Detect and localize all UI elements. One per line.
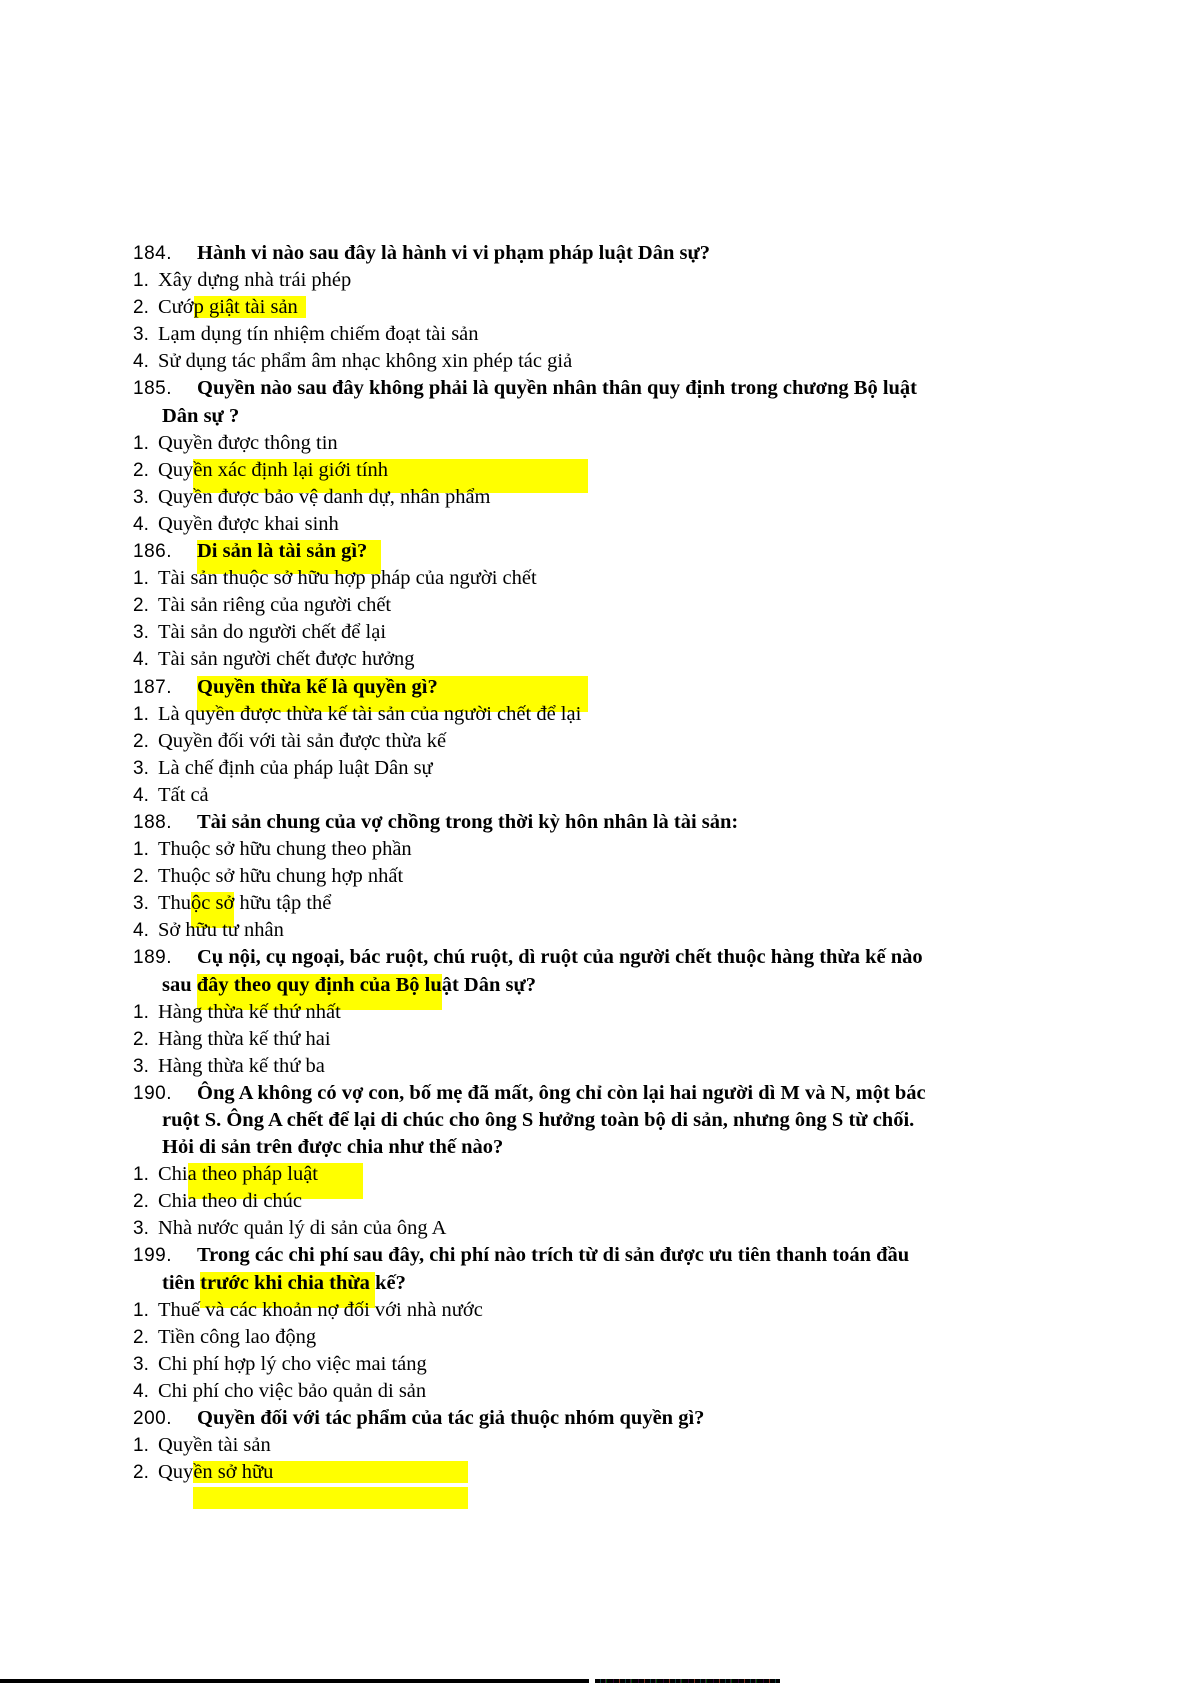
option-number: 3. xyxy=(133,1218,149,1240)
option-number: 3. xyxy=(133,1353,149,1375)
option-text: Thuế và các khoản nợ đối với nhà nước xyxy=(158,1298,483,1321)
option-number: 4. xyxy=(133,1380,149,1402)
option-number: 3. xyxy=(133,622,149,644)
option-number: 3. xyxy=(133,757,149,779)
option-text: Tất cả xyxy=(158,783,209,806)
option-text: Là chế định của pháp luật Dân sự xyxy=(158,756,433,779)
question-title-line xyxy=(133,674,1073,701)
option-number: 2. xyxy=(133,866,149,888)
option-text: hữu tập thể xyxy=(234,892,332,915)
option-line xyxy=(133,755,1073,782)
option-number: 2. xyxy=(133,595,149,617)
option-number: 1. xyxy=(133,839,149,861)
question-number: 190. xyxy=(133,1082,172,1104)
option-line xyxy=(133,430,1073,457)
option-text: Chi phí hợp lý cho việc mai táng xyxy=(158,1352,427,1375)
option-line xyxy=(133,999,1073,1026)
question-title-text: ật Dân sự? xyxy=(441,973,537,996)
option-line xyxy=(133,1324,1073,1351)
option-line xyxy=(133,1188,1073,1215)
question-title-text: Hành vi nào sau đây là hành vi vi phạm pháp luật Dân sự? xyxy=(197,242,711,264)
option-text: Quy xyxy=(158,458,194,481)
option-line xyxy=(133,1026,1073,1053)
highlight-mark: ền xác định lại giới tính xyxy=(193,459,588,481)
option-text: Xây dựng nhà trái phép xyxy=(158,269,352,292)
option-number: 2. xyxy=(133,1191,149,1213)
option-line xyxy=(133,863,1073,890)
option-line xyxy=(133,1432,1073,1459)
question-number: 200. xyxy=(133,1408,172,1430)
option-number: 3. xyxy=(133,1055,149,1077)
question-title-line xyxy=(133,538,1073,565)
option-number: 1. xyxy=(133,270,149,292)
question-number: 185. xyxy=(133,378,172,400)
highlight-mark: p giật tài sản xyxy=(194,296,306,318)
question-number: 184. xyxy=(133,243,172,264)
option-text: Hàng thừa kế thứ ba xyxy=(158,1054,325,1077)
option-text: Thuộc sở hữu chung hợp nhất xyxy=(158,865,404,888)
option-line xyxy=(133,321,1073,348)
option-text: Tiền công lao động xyxy=(158,1325,317,1348)
option-text: Thu xyxy=(158,892,192,915)
option-number: 2. xyxy=(133,459,149,481)
option-number: 1. xyxy=(133,1299,149,1321)
option-line xyxy=(133,836,1073,863)
question-title-line xyxy=(133,809,1073,836)
question-title-line xyxy=(133,240,1073,267)
page-bottom-line xyxy=(0,1679,589,1683)
option-text: Tài sản thuộc sở hữu hợp pháp của người chết xyxy=(158,567,537,590)
option-text: Nhà nước quản lý di sản của ông A xyxy=(158,1217,447,1240)
option-text: Quyền được bảo vệ danh dự, nhân phẩm xyxy=(158,485,491,508)
option-line xyxy=(133,484,1073,511)
option-text: Hàng thừa kế thứ nhất xyxy=(158,1000,341,1023)
option-line xyxy=(133,890,1073,917)
option-line xyxy=(133,782,1073,809)
question-title-line xyxy=(133,1134,1073,1161)
question-title-line xyxy=(133,403,1073,430)
option-number: 1. xyxy=(133,1001,149,1023)
option-number: 1. xyxy=(133,703,149,725)
question-title-text: Hỏi di sản trên được chia như thế nào? xyxy=(162,1136,504,1159)
highlight-mark: Quyền thừa kế là quyền gì? xyxy=(197,676,588,698)
option-text: Cướ xyxy=(158,296,194,319)
option-line xyxy=(133,646,1073,673)
option-line xyxy=(133,917,1073,944)
option-text: Tài sản do người chết để lại xyxy=(158,621,387,644)
page-bottom-line-noise xyxy=(595,1679,780,1683)
option-number: 2. xyxy=(133,1028,149,1050)
option-line xyxy=(133,619,1073,646)
option-text: Quyền tài sản xyxy=(158,1434,271,1457)
question-title-text: Cụ nội, cụ ngoại, bác ruột, chú ruột, dì ruột của người chết thuộc hàng thừa kế nào xyxy=(197,946,923,969)
option-number: 3. xyxy=(133,324,149,346)
question-title-line xyxy=(133,1270,1073,1297)
option-line xyxy=(133,1459,1073,1486)
question-title-line xyxy=(133,972,1073,999)
option-number: 2. xyxy=(133,1462,149,1484)
option-line xyxy=(133,1053,1073,1080)
highlight-mark: ộc sở xyxy=(191,892,235,915)
highlight-mark: đây theo quy định của Bộ lu xyxy=(196,973,442,996)
question-title-line xyxy=(133,944,1073,971)
option-line xyxy=(133,1351,1073,1378)
option-line xyxy=(133,1161,1073,1188)
option-line xyxy=(133,701,1073,728)
question-title-text: Tài sản chung của vợ chồng trong thời kỳ hôn nhân là tài sản: xyxy=(197,810,739,833)
option-number: 2. xyxy=(133,730,149,752)
option-line xyxy=(133,267,1073,294)
option-number: 4. xyxy=(133,351,149,373)
option-text: Thuộc sở hữu chung theo phần xyxy=(158,838,412,861)
option-line xyxy=(133,1378,1073,1405)
question-number: 186. xyxy=(133,541,172,563)
option-number: 1. xyxy=(133,1164,149,1186)
question-title-line xyxy=(133,1405,1073,1432)
option-number: 1. xyxy=(133,432,149,454)
option-line xyxy=(133,348,1073,375)
option-line xyxy=(133,294,1073,321)
option-number: 3. xyxy=(133,486,149,508)
question-title-text: tiên xyxy=(162,1271,201,1294)
highlight-mark: Di sản là tài sản gì? xyxy=(197,540,381,562)
question-title-text: ruột S. Ông A chết để lại di chúc cho ông S hưởng toàn bộ di sản, nhưng ông S từ chối. xyxy=(162,1109,915,1131)
option-number: 1. xyxy=(133,1435,149,1457)
option-text: Sử dụng tác phẩm âm nhạc không xin phép tác giả xyxy=(158,350,573,373)
highlight-mark: trước khi chia thừa xyxy=(200,1271,376,1294)
option-line xyxy=(133,565,1073,592)
question-title-text: Quyền đối với tác phẩm của tác giả thuộc nhóm quyền gì? xyxy=(197,1407,705,1430)
option-number: 2. xyxy=(133,1326,149,1348)
highlight-mark: ền sở hữu xyxy=(193,1461,468,1483)
question-title-text: sau xyxy=(162,973,197,996)
option-line xyxy=(133,511,1073,538)
option-number: 1. xyxy=(133,568,149,590)
option-text: Sở hữu tư nhân xyxy=(158,919,284,942)
option-text: Tài sản riêng của người chết xyxy=(158,594,392,617)
option-text: Chi phí cho việc bảo quản di sản xyxy=(158,1379,427,1402)
question-title-line xyxy=(133,375,1073,402)
option-number: 3. xyxy=(133,893,149,915)
option-line xyxy=(133,457,1073,484)
question-title-text: kế? xyxy=(375,1271,406,1294)
option-text: Quyền được thông tin xyxy=(158,431,338,454)
question-number: 187. xyxy=(133,676,172,698)
option-text: Tài sản người chết được hưởng xyxy=(158,648,415,671)
option-line xyxy=(133,592,1073,619)
option-line xyxy=(133,1215,1073,1242)
question-number: 188. xyxy=(133,811,172,833)
question-title-text: Trong các chi phí sau đây, chi phí nào trích từ di sản được ưu tiên thanh toán đầu xyxy=(197,1244,910,1267)
option-number: 4. xyxy=(133,784,149,806)
option-number: 4. xyxy=(133,649,149,671)
question-title-text: Quyền nào sau đây không phải là quyền nhân thân quy định trong chương Bộ luật xyxy=(197,377,917,400)
question-title-line xyxy=(133,1080,1073,1107)
option-text: Là quyền được thừa kế tài sản của người chết để lại xyxy=(158,702,582,725)
question-title-line xyxy=(133,1242,1073,1269)
option-line xyxy=(133,1297,1073,1324)
option-text: Lạm dụng tín nhiệm chiếm đoạt tài sản xyxy=(158,323,479,346)
question-list xyxy=(133,240,1073,1486)
question-number: 199. xyxy=(133,1245,172,1267)
option-number: 2. xyxy=(133,297,149,319)
question-title-text: Dân sự ? xyxy=(162,404,240,427)
highlight-mark: a theo pháp luật xyxy=(188,1163,363,1185)
option-text: Chia theo di chúc xyxy=(158,1190,303,1213)
option-text: Hàng thừa kế thứ hai xyxy=(158,1027,331,1050)
option-line xyxy=(133,728,1073,755)
question-number: 189. xyxy=(133,947,172,969)
option-text: Quyền đối với tài sản được thừa kế xyxy=(158,729,447,752)
option-text: Quyền được khai sinh xyxy=(158,512,339,535)
option-text: Quy xyxy=(158,1461,194,1484)
option-number: 4. xyxy=(133,920,149,942)
question-title-text: Ông A không có vợ con, bố mẹ đã mất, ông chỉ còn lại hai người dì M và N, một bác xyxy=(197,1081,926,1104)
question-title-line xyxy=(133,1107,1073,1134)
option-text: Chi xyxy=(158,1163,188,1186)
option-number: 4. xyxy=(133,513,149,535)
